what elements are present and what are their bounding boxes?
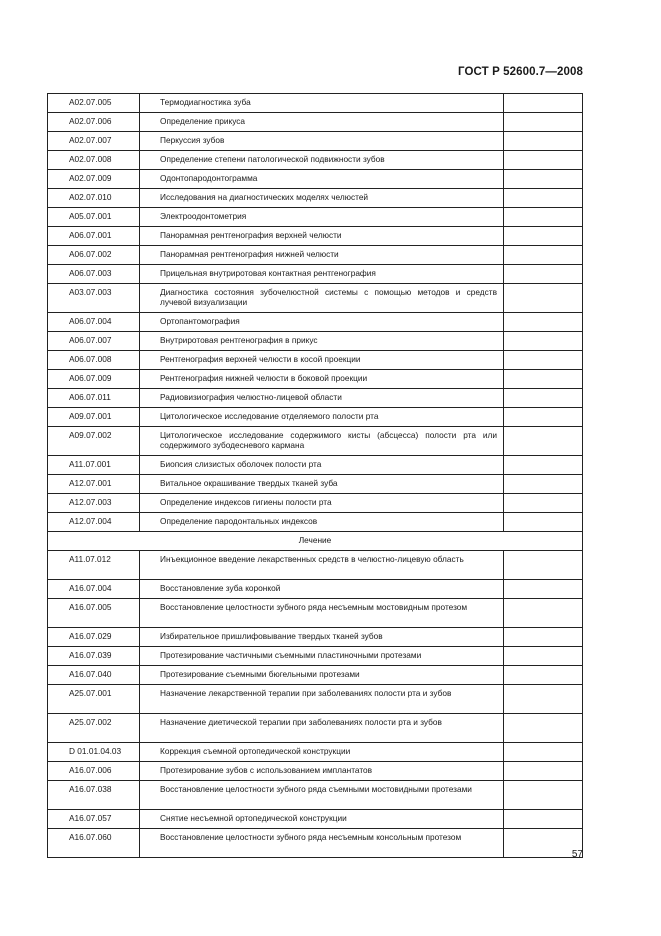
service-name: Восстановление зуба коронкой (140, 580, 504, 599)
service-code: A16.07.040 (48, 666, 140, 685)
empty-cell (504, 351, 583, 370)
table-row (48, 743, 583, 762)
section-title: Лечение (48, 532, 583, 551)
empty-cell (504, 829, 583, 858)
table-row (48, 829, 583, 858)
service-code: D 01.01.04.03 (48, 743, 140, 762)
service-name: Одонтопародонтограмма (140, 170, 504, 189)
table-row (48, 208, 583, 227)
table-row (48, 475, 583, 494)
table-row (48, 580, 583, 599)
services-table (47, 93, 583, 858)
empty-cell (504, 170, 583, 189)
service-code: A11.07.012 (48, 551, 140, 580)
table-row (48, 781, 583, 810)
empty-cell (504, 762, 583, 781)
table-row (48, 494, 583, 513)
empty-cell (504, 265, 583, 284)
service-name: Перкуссия зубов (140, 132, 504, 151)
empty-cell (504, 94, 583, 113)
service-code: A12.07.001 (48, 475, 140, 494)
empty-cell (504, 685, 583, 714)
empty-cell (504, 208, 583, 227)
service-code: A16.07.004 (48, 580, 140, 599)
service-code: A12.07.003 (48, 494, 140, 513)
service-code: A16.07.039 (48, 647, 140, 666)
service-code: A02.07.005 (48, 94, 140, 113)
table-row (48, 332, 583, 351)
table-row (48, 113, 583, 132)
service-name: Определение индексов гигиены полости рта (140, 494, 504, 513)
table-row (48, 389, 583, 408)
service-name: Коррекция съемной ортопедической конструкции (140, 743, 504, 762)
empty-cell (504, 494, 583, 513)
service-code: A02.07.008 (48, 151, 140, 170)
empty-cell (504, 628, 583, 647)
service-name: Цитологическое исследование отделяемого полости рта (140, 408, 504, 427)
empty-cell (504, 513, 583, 532)
empty-cell (504, 599, 583, 628)
empty-cell (504, 227, 583, 246)
table-row (48, 647, 583, 666)
empty-cell (504, 370, 583, 389)
empty-cell (504, 246, 583, 265)
table-row (48, 246, 583, 265)
service-name: Протезирование съемными бюгельными протезами (140, 666, 504, 685)
service-code: A09.07.001 (48, 408, 140, 427)
service-name: Назначение лекарственной терапии при заболеваниях полости рта и зубов (140, 685, 504, 714)
service-name: Назначение диетической терапии при заболеваниях полости рта и зубов (140, 714, 504, 743)
empty-cell (504, 714, 583, 743)
service-code: A16.07.005 (48, 599, 140, 628)
empty-cell (504, 313, 583, 332)
service-name: Снятие несъемной ортопедической конструкции (140, 810, 504, 829)
service-code: A16.07.060 (48, 829, 140, 858)
empty-cell (504, 332, 583, 351)
service-name: Витальное окрашивание твердых тканей зуба (140, 475, 504, 494)
service-code: A03.07.003 (48, 284, 140, 313)
service-code: A25.07.001 (48, 685, 140, 714)
table-row (48, 599, 583, 628)
empty-cell (504, 132, 583, 151)
empty-cell (504, 810, 583, 829)
service-code: A02.07.007 (48, 132, 140, 151)
service-code: A16.07.038 (48, 781, 140, 810)
service-name: Определение пародонтальных индексов (140, 513, 504, 532)
service-name: Определение прикуса (140, 113, 504, 132)
table-row (48, 284, 583, 313)
table-row (48, 685, 583, 714)
service-code: A06.07.009 (48, 370, 140, 389)
service-name: Ортопантомография (140, 313, 504, 332)
table-row (48, 810, 583, 829)
table-row (48, 456, 583, 475)
service-name: Радиовизиография челюстно-лицевой области (140, 389, 504, 408)
service-name: Рентгенография верхней челюсти в косой проекции (140, 351, 504, 370)
service-name: Избирательное пришлифовывание твердых тканей зубов (140, 628, 504, 647)
service-name: Восстановление целостности зубного ряда несъемным мостовидным протезом (140, 599, 504, 628)
service-code: A02.07.009 (48, 170, 140, 189)
table-row (48, 628, 583, 647)
service-name: Восстановление целостности зубного ряда съемными мостовидными протезами (140, 781, 504, 810)
section-row (48, 532, 583, 551)
empty-cell (504, 408, 583, 427)
empty-cell (504, 743, 583, 762)
page-number: 57 (571, 849, 583, 860)
empty-cell (504, 151, 583, 170)
service-code: A06.07.001 (48, 227, 140, 246)
empty-cell (504, 580, 583, 599)
table-row (48, 132, 583, 151)
table-row (48, 408, 583, 427)
empty-cell (504, 456, 583, 475)
table-row (48, 227, 583, 246)
table-row (48, 170, 583, 189)
table-row (48, 94, 583, 113)
service-name: Инъекционное введение лекарственных средств в челюстно-лицевую область (140, 551, 504, 580)
service-code: A06.07.002 (48, 246, 140, 265)
empty-cell (504, 389, 583, 408)
table-row (48, 370, 583, 389)
table-row (48, 666, 583, 685)
document-header: ГОСТ Р 52600.7—2008 (458, 66, 583, 78)
service-code: A06.07.008 (48, 351, 140, 370)
empty-cell (504, 551, 583, 580)
service-code: A25.07.002 (48, 714, 140, 743)
service-code: A16.07.029 (48, 628, 140, 647)
table-row (48, 762, 583, 781)
table-row (48, 313, 583, 332)
service-name: Протезирование зубов с использованием имплантатов (140, 762, 504, 781)
table-row (48, 714, 583, 743)
table-row (48, 151, 583, 170)
service-code: A05.07.001 (48, 208, 140, 227)
service-code: A06.07.004 (48, 313, 140, 332)
service-name: Панорамная рентгенография верхней челюсти (140, 227, 504, 246)
service-name: Биопсия слизистых оболочек полости рта (140, 456, 504, 475)
service-code: A06.07.007 (48, 332, 140, 351)
service-code: A06.07.011 (48, 389, 140, 408)
service-code: A09.07.002 (48, 427, 140, 456)
table-row (48, 551, 583, 580)
table-row (48, 189, 583, 208)
service-name: Определение степени патологической подвижности зубов (140, 151, 504, 170)
table-row (48, 351, 583, 370)
service-name: Внутриротовая рентгенография в прикус (140, 332, 504, 351)
service-name: Протезирование частичными съемными пластиночными протезами (140, 647, 504, 666)
table-row (48, 265, 583, 284)
services-table-body (48, 94, 583, 858)
empty-cell (504, 647, 583, 666)
service-name: Панорамная рентгенография нижней челюсти (140, 246, 504, 265)
table-row (48, 513, 583, 532)
service-code: A16.07.006 (48, 762, 140, 781)
empty-cell (504, 113, 583, 132)
service-code: A02.07.010 (48, 189, 140, 208)
service-code: A11.07.001 (48, 456, 140, 475)
service-name: Прицельная внутриротовая контактная рентгенография (140, 265, 504, 284)
service-code: A06.07.003 (48, 265, 140, 284)
service-name: Восстановление целостности зубного ряда несъемным консольным протезом (140, 829, 504, 858)
empty-cell (504, 427, 583, 456)
service-name: Электроодонтометрия (140, 208, 504, 227)
service-code: A12.07.004 (48, 513, 140, 532)
service-name: Исследования на диагностических моделях челюстей (140, 189, 504, 208)
empty-cell (504, 189, 583, 208)
service-name: Термодиагностика зуба (140, 94, 504, 113)
service-name: Диагностика состояния зубочелюстной системы с помощью методов и средств лучевой визуализации (140, 284, 504, 313)
empty-cell (504, 666, 583, 685)
service-code: A16.07.057 (48, 810, 140, 829)
service-code: A02.07.006 (48, 113, 140, 132)
table-row (48, 427, 583, 456)
service-name: Рентгенография нижней челюсти в боковой проекции (140, 370, 504, 389)
empty-cell (504, 475, 583, 494)
empty-cell (504, 781, 583, 810)
empty-cell (504, 284, 583, 313)
service-name: Цитологическое исследование содержимого кисты (абсцесса) полости рта или содержимого зубодесневого кармана (140, 427, 504, 456)
